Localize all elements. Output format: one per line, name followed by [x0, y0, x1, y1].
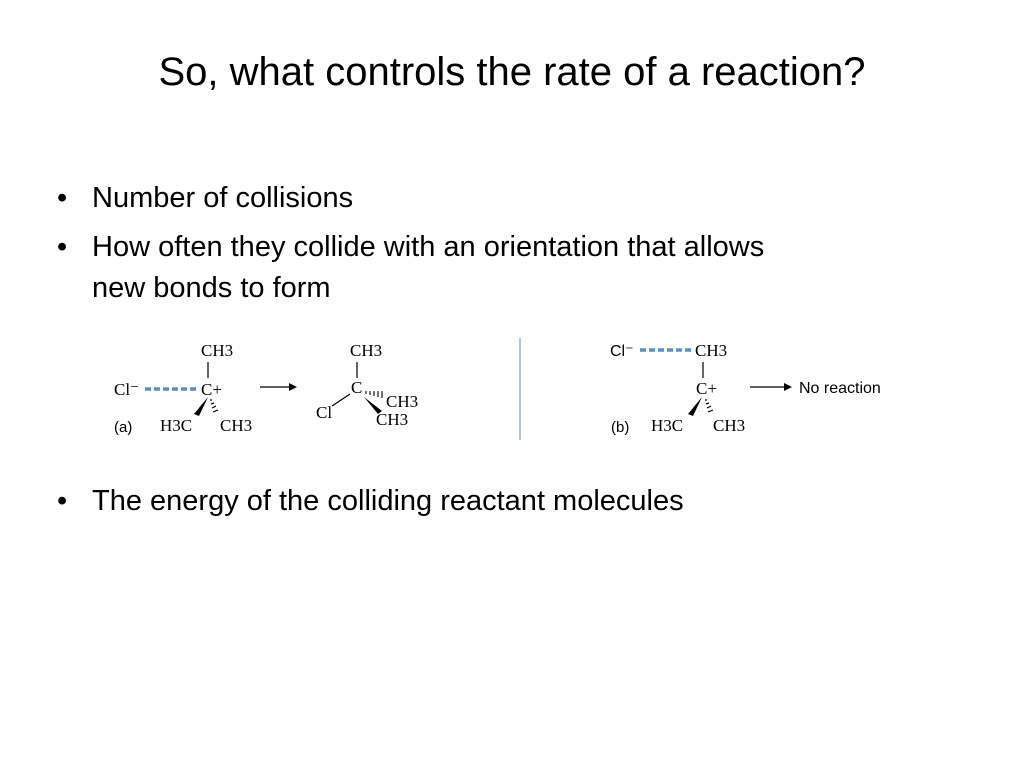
bullet-item-energy [55, 481, 855, 522]
bullet-icon: • [57, 182, 68, 214]
panel-a-product-ch3-lower: CH3 [376, 410, 409, 429]
bullet-icon: • [57, 231, 68, 263]
bullet-item-collisions [55, 178, 815, 219]
panel-a-product-cl-bond [332, 394, 350, 406]
panel-a-product-top-ch3: CH3 [350, 341, 383, 360]
bullet-icon: • [57, 485, 68, 517]
panel-b-result: No reaction [799, 380, 881, 397]
panel-a-top-ch3: CH3 [201, 341, 234, 360]
bullet-text: Number of collisions [92, 182, 354, 214]
bullet-list-secondary [55, 481, 855, 530]
panel-a-hash-bond [210, 400, 218, 412]
bullet-text: How often they collide with an orientation that allows new bonds to form [92, 231, 765, 304]
bullet-list [55, 178, 815, 317]
panel-a-product-ch3-upper: CH3 [386, 392, 419, 411]
panel-a-arrow-icon [289, 383, 297, 391]
slide-title: So, what controls the rate of a reaction? [158, 50, 866, 94]
bullet-item-orientation [55, 227, 815, 309]
panel-a-wedge-bond [194, 397, 208, 416]
panel-a-carbocation-center: C+ [201, 380, 222, 399]
panel-a-h3c: H3C [160, 416, 193, 435]
panel-b-ch3-right: CH3 [713, 416, 746, 435]
panel-b-top-ch3: CH3 [695, 341, 728, 360]
reaction-orientation-figure [110, 334, 910, 446]
panel-b-chloride: Cl⁻ [610, 343, 634, 360]
panel-a-ch3-right: CH3 [220, 416, 253, 435]
panel-a-product-cl: Cl [316, 403, 333, 422]
panel-a-chloride: Cl⁻ [114, 380, 140, 399]
reaction-diagram [110, 334, 910, 446]
panel-a-label: (a) [114, 419, 133, 436]
panel-b-wedge-bond [688, 397, 702, 416]
panel-b-arrow-icon [784, 383, 792, 391]
panel-b-h3c: H3C [651, 416, 684, 435]
panel-a-product-hash-bond [366, 391, 382, 398]
bullet-text: The energy of the colliding reactant molecules [92, 485, 684, 517]
panel-b-hash-bond [705, 400, 713, 412]
panel-b-center: C+ [696, 379, 717, 398]
panel-b-label: (b) [611, 419, 630, 436]
panel-a-product-center: C [351, 378, 363, 397]
